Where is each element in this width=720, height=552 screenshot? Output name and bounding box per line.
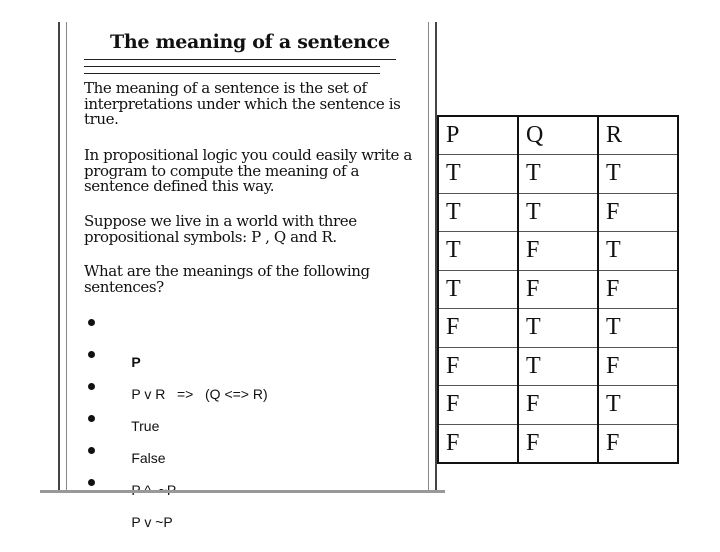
table-cell: F xyxy=(518,424,598,463)
sentence-text: P v R => (Q <=> R) xyxy=(131,386,268,402)
table-cell: F xyxy=(438,386,518,425)
table-row xyxy=(438,309,678,348)
table-cell: T xyxy=(518,193,598,232)
list-item xyxy=(88,440,268,472)
table-cell: F xyxy=(598,424,678,463)
sentence-text: True xyxy=(131,418,160,434)
page-title: The meaning of a sentence xyxy=(110,31,390,53)
table-cell: T xyxy=(598,386,678,425)
title-divider xyxy=(84,66,380,67)
sentence-text: False xyxy=(131,450,166,466)
sentence-text: P xyxy=(131,354,141,370)
paragraph-program: In propositional logic you could easily write a program to compute the meaning of a sentence defined this way. xyxy=(84,146,412,195)
table-cell: F xyxy=(518,232,598,271)
table-header-row xyxy=(438,116,678,155)
bullet-icon xyxy=(88,415,95,422)
sentence-list xyxy=(88,312,268,530)
scanned-page xyxy=(58,22,437,530)
table-cell: T xyxy=(438,270,518,309)
table-row xyxy=(438,424,678,463)
table-cell: T xyxy=(598,155,678,194)
table-cell: T xyxy=(598,309,678,348)
bullet-icon xyxy=(88,479,95,486)
bullet-icon xyxy=(88,319,95,326)
sentence-text: P v ~P xyxy=(131,514,173,530)
table-cell: F xyxy=(438,424,518,463)
table-cell: F xyxy=(518,270,598,309)
table-cell: T xyxy=(438,193,518,232)
header-cell-p: P xyxy=(446,122,460,148)
paragraph-definition: The meaning of a sentence is the set of interpretations under which the sentence is true. xyxy=(84,79,401,128)
bullet-icon xyxy=(88,383,95,390)
table-cell: F xyxy=(438,309,518,348)
title-divider xyxy=(84,59,396,60)
header-cell-r: R xyxy=(598,116,678,155)
table-row xyxy=(438,386,678,425)
table-cell: T xyxy=(518,347,598,386)
table-row xyxy=(438,270,678,309)
table-cell: F xyxy=(598,193,678,232)
list-item xyxy=(88,312,268,370)
table-row xyxy=(438,347,678,386)
table-cell: T xyxy=(518,309,598,348)
header-cell-q: Q xyxy=(518,116,598,155)
page-bottom-edge xyxy=(40,490,445,493)
table-row xyxy=(438,155,678,194)
table-cell: T xyxy=(438,232,518,271)
table-cell: T xyxy=(598,232,678,271)
paragraph-question: What are the meanings of the following sentences? xyxy=(84,262,370,296)
title-divider xyxy=(84,73,380,74)
table-cell: F xyxy=(598,270,678,309)
table-row xyxy=(438,232,678,271)
table-cell: F xyxy=(438,347,518,386)
table-cell: F xyxy=(518,386,598,425)
list-item xyxy=(88,408,268,466)
list-item xyxy=(88,472,268,530)
bullet-icon xyxy=(88,447,95,454)
table-row xyxy=(438,193,678,232)
table-cell: T xyxy=(438,155,518,194)
table-cell: T xyxy=(518,155,598,194)
paragraph-world: Suppose we live in a world with three propositional symbols: P , Q and R. xyxy=(84,212,357,246)
list-item xyxy=(88,344,268,402)
table-cell: F xyxy=(598,347,678,386)
bullet-icon xyxy=(88,351,95,358)
list-item xyxy=(88,376,268,434)
truth-table xyxy=(437,115,679,464)
